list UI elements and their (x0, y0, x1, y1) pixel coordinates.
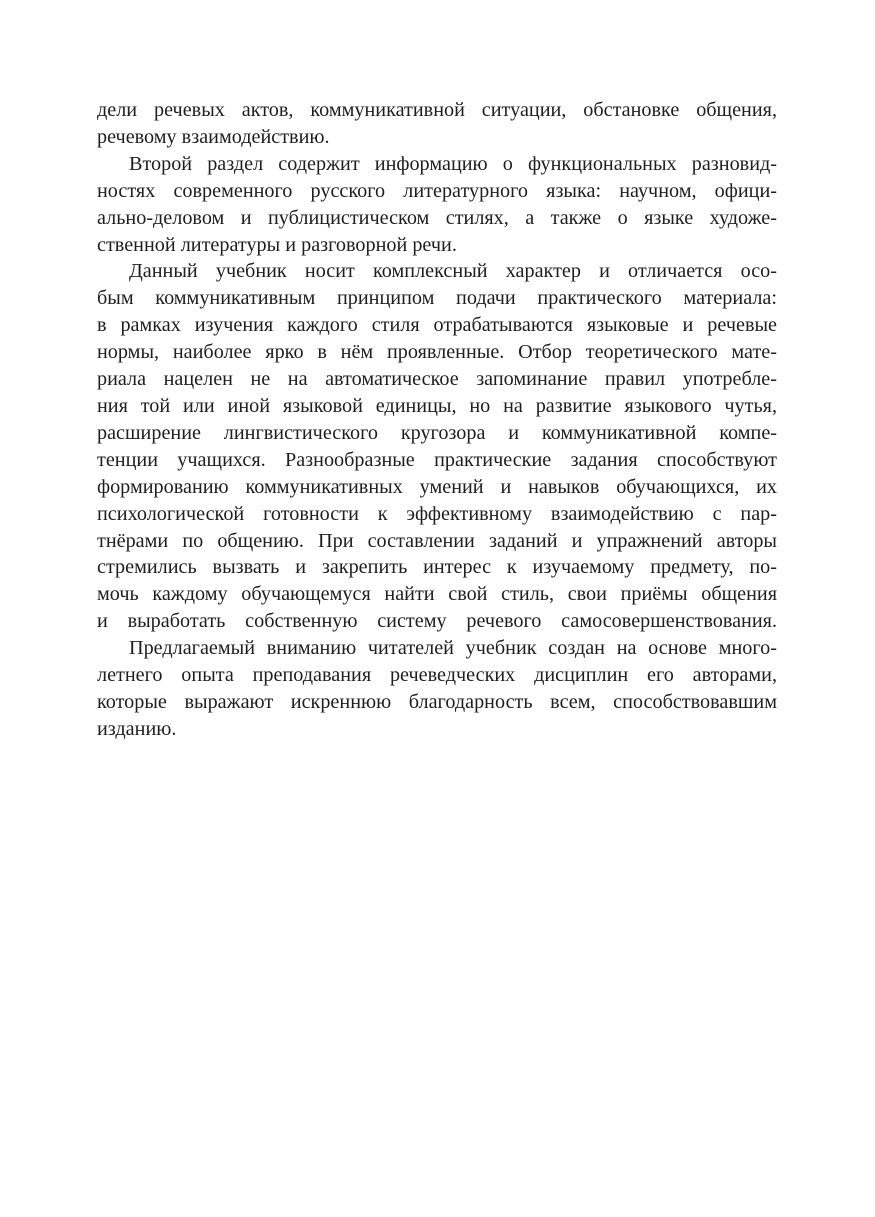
text-line: Предлагаемый вниманию читателей учебник создан на основе много- (129, 637, 777, 660)
paragraph (97, 151, 777, 259)
text-line: стремились вызвать и закрепить интерес к изучаемому предмету, по- (97, 556, 777, 579)
text-line: тенции учащихся. Разнообразные практические задания способствуют (97, 448, 777, 471)
paragraph (97, 635, 777, 743)
text-line: речевому взаимодействию. (97, 125, 330, 148)
text-line: расширение лингвистического кругозора и коммуникативной компе- (97, 421, 777, 444)
text-line: бым коммуникативным принципом подачи практического материала: (97, 287, 777, 310)
text-line: мочь каждому обучающемуся найти свой стиль, свои приёмы общения (97, 583, 777, 606)
text-line: психологической готовности к эффективному взаимодействию с пар- (97, 502, 777, 525)
paragraph (97, 258, 777, 635)
text-line: тнёрами по общению. При составлении заданий и упражнений авторы (97, 529, 777, 552)
text-line: нормы, наиболее ярко в нём проявленные. Отбор теоретического мате- (97, 341, 777, 364)
text-line: которые выражают искреннюю благодарность всем, способствовавшим (97, 690, 777, 713)
text-line: и выработать собственную систему речевого самосовершенствования. (97, 610, 777, 633)
text-line: ственной литературы и разговорной речи. (97, 233, 457, 256)
text-line: ния той или иной языковой единицы, но на развитие языкового чутья, (97, 394, 777, 417)
text-line: формированию коммуникативных умений и навыков обучающихся, их (97, 475, 777, 498)
text-line: Данный учебник носит комплексный характер и отличается осо- (129, 260, 777, 283)
text-line: ностях современного русского литературного языка: научном, офици- (97, 179, 777, 202)
text-line: изданию. (97, 717, 177, 740)
text-line: риала нацелен не на автоматическое запоминание правил употребле- (97, 368, 777, 391)
text-line: летнего опыта преподавания речеведческих дисциплин его авторами, (97, 664, 777, 687)
text-line: в рамках изучения каждого стиля отрабатываются языковые и речевые (97, 314, 777, 337)
text-line: Второй раздел содержит информацию о функциональных разновид- (129, 152, 777, 175)
document-page (97, 97, 777, 743)
text-line: дели речевых актов, коммуникативной ситуации, обстановке общения, (97, 99, 777, 121)
text-line: ально-деловом и публицистическом стилях, а также о языке художе- (97, 206, 777, 229)
paragraph (97, 97, 777, 151)
